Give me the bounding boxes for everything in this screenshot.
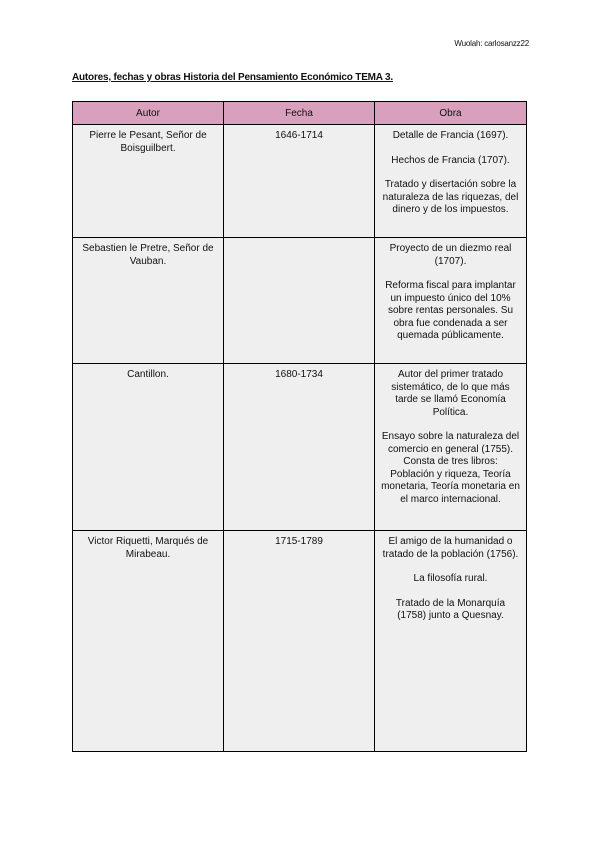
obra-item: Proyecto de un diezmo real (1707). bbox=[389, 243, 512, 267]
obra-item: El amigo de la humanidad o tratado de la población (1756). bbox=[382, 536, 519, 560]
authors-table bbox=[72, 101, 527, 752]
obra-item: Ensayo sobre la naturaleza del comercio en general (1755). Consta de tres libros: Población y riqueza, Teoría monetaria, Teoría monetaria en el marco internacional. bbox=[381, 431, 520, 505]
obra-item: Tratado de la Monarquía (1758) junto a Quesnay. bbox=[395, 597, 506, 621]
obra-item: Reforma fiscal para implantar un impuesto único del 10% sobre rentas personales. Su obra fue condenada a ser quemada públicamente. bbox=[385, 280, 516, 341]
table-row bbox=[73, 531, 527, 752]
cell-obra bbox=[375, 364, 527, 531]
obra-item: Hechos de Francia (1707). bbox=[391, 154, 510, 166]
cell-autor: Victor Riquetti, Marqués de Mirabeau. bbox=[73, 531, 224, 752]
header-obra: Obra bbox=[375, 102, 527, 125]
cell-obra bbox=[375, 125, 527, 238]
table-row bbox=[73, 125, 527, 238]
cell-obra bbox=[375, 531, 527, 752]
table-header-row bbox=[73, 102, 527, 125]
cell-obra bbox=[375, 238, 527, 364]
obra-item: Detalle de Francia (1697). bbox=[392, 130, 509, 141]
watermark: Wuolah: carlosanzz22 bbox=[454, 39, 529, 48]
document-title: Autores, fechas y obras Historia del Pensamiento Económico TEMA 3. bbox=[72, 72, 393, 83]
cell-fecha bbox=[224, 238, 375, 364]
obra-item: Autor del primer tratado sistemático, de lo que más tarde se llamó Economía Política. bbox=[391, 369, 510, 418]
obra-item: Tratado y disertación sobre la naturaleza de las riquezas, del dinero y de los impuestos. bbox=[382, 179, 519, 215]
table-row bbox=[73, 364, 527, 531]
header-autor: Autor bbox=[73, 102, 224, 125]
header-fecha: Fecha bbox=[224, 102, 375, 125]
cell-autor: Sebastien le Pretre, Señor de Vauban. bbox=[73, 238, 224, 364]
cell-fecha: 1680-1734 bbox=[224, 364, 375, 531]
table-row bbox=[73, 238, 527, 364]
cell-autor: Pierre le Pesant, Señor de Boisguilbert. bbox=[73, 125, 224, 238]
cell-fecha: 1646-1714 bbox=[224, 125, 375, 238]
cell-autor: Cantillon. bbox=[73, 364, 224, 531]
cell-fecha: 1715-1789 bbox=[224, 531, 375, 752]
obra-item: La filosofía rural. bbox=[413, 573, 488, 584]
